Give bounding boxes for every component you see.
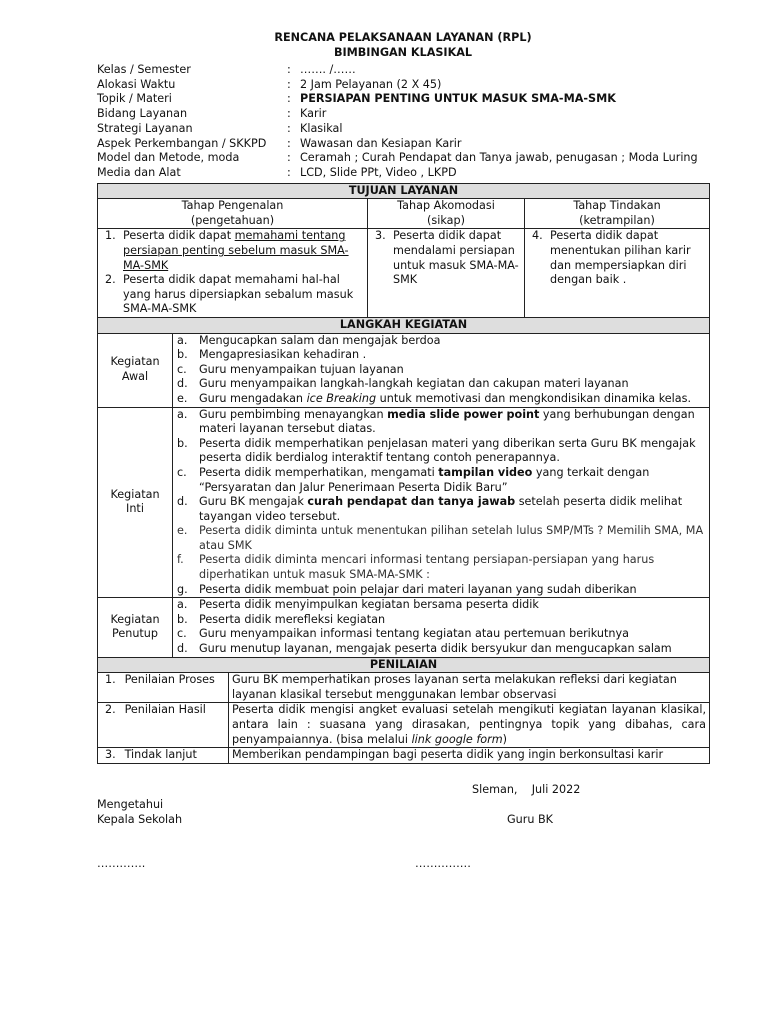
step-text: Guru menyampaikan langkah-langkah kegiatan dan cakupan materi layanan bbox=[199, 377, 629, 391]
value-text: ) bbox=[502, 732, 508, 746]
step-text: untuk memotivasi dan mengkondisikan dinamika kelas. bbox=[376, 391, 692, 405]
info-key: Bidang Layanan bbox=[97, 107, 188, 121]
step-item bbox=[173, 524, 709, 553]
document-title bbox=[97, 30, 709, 60]
step-item bbox=[173, 613, 709, 628]
penilaian-row-2-value bbox=[229, 703, 710, 748]
item-number: 4. bbox=[532, 229, 543, 243]
list-item bbox=[101, 229, 364, 273]
title-line-2: BIMBINGAN KLASIKAL bbox=[333, 46, 473, 59]
signature-left-dots: …………. bbox=[97, 857, 146, 870]
step-letter: c. bbox=[177, 362, 187, 376]
tujuan-header: TUJUAN LAYANAN bbox=[98, 183, 710, 199]
step-text: Guru pembimbing menayangkan bbox=[199, 407, 388, 421]
col-title: Tahap Tindakan bbox=[573, 199, 661, 213]
step-text: Mengapresiasikan kehadiran . bbox=[199, 348, 367, 362]
tujuan-col-tindakan bbox=[525, 199, 710, 229]
signature-left-1: Mengetahui bbox=[97, 798, 164, 811]
info-row bbox=[97, 78, 709, 93]
rpl-document bbox=[97, 30, 709, 764]
info-value: Wawasan dan Kesiapan Karir bbox=[300, 136, 462, 150]
info-value: Karir bbox=[300, 107, 327, 121]
step-letter: d. bbox=[177, 377, 188, 391]
value-text: Peserta didik mengisi angket evaluasi setelah mengikuti kegiatan layanan klasikal, antara lain : suasana yang dirasakan, pentingnya topik yang dibahas, cara penyampaiannya. (bisa melalui bbox=[232, 703, 706, 746]
item-text: Peserta didik dapat bbox=[123, 229, 235, 243]
kegiatan-inti-steps bbox=[173, 407, 710, 598]
info-colon: : bbox=[287, 121, 291, 135]
row-number: 1. bbox=[105, 673, 116, 687]
info-row bbox=[97, 151, 709, 166]
signature-left-2: Kepala Sekolah bbox=[97, 813, 183, 826]
info-row bbox=[97, 107, 709, 122]
step-text: Peserta didik menyimpulkan kegiatan bersama peserta didik bbox=[199, 598, 539, 612]
step-text-bold: curah pendapat dan tanya jawab bbox=[307, 495, 516, 509]
step-letter: b. bbox=[177, 612, 188, 626]
step-text: Mengucapkan salam dan mengajak berdoa bbox=[199, 333, 441, 347]
step-letter: d. bbox=[177, 495, 188, 509]
info-key: Alokasi Waktu bbox=[97, 77, 176, 91]
step-letter: e. bbox=[177, 524, 188, 538]
info-value: ……. /…… bbox=[300, 63, 356, 76]
info-value: Klasikal bbox=[300, 121, 343, 135]
list-item bbox=[371, 229, 521, 287]
tujuan-pengenalan-items bbox=[98, 229, 368, 318]
step-letter: c. bbox=[177, 465, 187, 479]
info-table bbox=[97, 63, 709, 181]
col-subtitle: (pengetahuan) bbox=[190, 213, 275, 227]
step-letter: a. bbox=[177, 598, 188, 612]
item-text-underlined: memahami tentang persiapan penting sebelum masuk SMA-MA-SMK bbox=[123, 229, 349, 272]
step-letter: b. bbox=[177, 436, 188, 450]
main-table bbox=[97, 183, 710, 764]
item-number: 2. bbox=[105, 273, 116, 287]
info-colon: : bbox=[287, 136, 291, 150]
step-text: yang terkait dengan “Persyaratan dan Jalur Penerimaan Peserta Didik Baru” bbox=[199, 465, 650, 494]
kegiatan-penutup-steps bbox=[173, 598, 710, 657]
info-colon: : bbox=[287, 77, 291, 91]
step-text: Guru menyampaikan tujuan layanan bbox=[199, 362, 404, 376]
step-item bbox=[173, 583, 709, 598]
info-value: PERSIAPAN PENTING UNTUK MASUK SMA-MA-SMK bbox=[300, 92, 616, 106]
info-colon: : bbox=[287, 151, 291, 165]
step-item bbox=[173, 408, 709, 437]
penilaian-row-1-label bbox=[98, 673, 229, 703]
penilaian-header: PENILAIAN bbox=[98, 657, 710, 673]
info-value: 2 Jam Pelayanan (2 X 45) bbox=[300, 77, 442, 91]
step-item bbox=[173, 363, 709, 378]
kegiatan-penutup-label: Kegiatan Penutup bbox=[98, 598, 173, 657]
info-key: Strategi Layanan bbox=[97, 121, 193, 135]
step-letter: c. bbox=[177, 627, 187, 641]
title-line-1: RENCANA PELAKSANAAN LAYANAN (RPL) bbox=[274, 31, 532, 44]
place-date: Sleman, Juli 2022 bbox=[472, 783, 581, 796]
info-colon: : bbox=[287, 107, 291, 121]
step-item bbox=[173, 377, 709, 392]
signature-right-1: Guru BK bbox=[507, 813, 554, 826]
step-item bbox=[173, 437, 709, 466]
signature-right-dots: …………… bbox=[415, 857, 471, 870]
info-key: Topik / Materi bbox=[97, 92, 172, 106]
list-item bbox=[528, 229, 706, 287]
info-colon: : bbox=[287, 165, 291, 179]
step-text: yang berhubungan dengan materi layanan tersebut diatas. bbox=[199, 407, 695, 436]
step-item bbox=[173, 627, 709, 642]
step-item bbox=[173, 495, 709, 524]
step-text: Peserta didik diminta untuk menentukan pilihan setelah lulus SMP/MTs ? Memilih SMA, MA atau SMK bbox=[199, 524, 704, 552]
step-item bbox=[173, 553, 709, 582]
info-key: Media dan Alat bbox=[97, 165, 181, 179]
kegiatan-awal-steps bbox=[173, 333, 710, 407]
info-colon: : bbox=[287, 63, 291, 76]
step-text: Guru BK mengajak bbox=[199, 495, 308, 509]
tujuan-col-pengenalan bbox=[98, 199, 368, 229]
step-text: Peserta didik memperhatikan, mengamati bbox=[199, 465, 439, 479]
info-row bbox=[97, 92, 709, 107]
step-item bbox=[173, 348, 709, 363]
tujuan-akomodasi-items bbox=[368, 229, 525, 318]
row-label: Tindak lanjut bbox=[124, 748, 197, 762]
info-value: LCD, Slide PPt, Video , LKPD bbox=[300, 165, 457, 179]
item-text: Peserta didik dapat mendalami persiapan untuk masuk SMA-MA-SMK bbox=[393, 229, 519, 287]
info-value: Ceramah ; Curah Pendapat dan Tanya jawab, penugasan ; Moda Luring bbox=[300, 151, 698, 165]
step-text: Peserta didik diminta mencari informasi tentang persiapan-persiapan yang harus diperhatikan untuk masuk SMA-MA-SMK : bbox=[199, 553, 655, 582]
tujuan-tindakan-items bbox=[525, 229, 710, 318]
row-number: 3. bbox=[105, 748, 116, 762]
step-letter: e. bbox=[177, 391, 188, 405]
item-number: 1. bbox=[105, 229, 116, 243]
step-letter: d. bbox=[177, 642, 188, 656]
step-letter: a. bbox=[177, 333, 188, 347]
step-text: Peserta didik memperhatikan penjelasan materi yang diberikan serta Guru BK mengajak peserta didik berdialog interaktif tentang contoh penerapannya. bbox=[199, 436, 696, 465]
item-text: Peserta didik dapat menentukan pilihan karir dan mempersiapkan diri dengan baik . bbox=[550, 229, 691, 287]
step-text-italic: ice Breaking bbox=[306, 391, 377, 405]
step-letter: b. bbox=[177, 348, 188, 362]
penilaian-row-3-value: Memberikan pendampingan bagi peserta didik yang ingin berkonsultasi karir bbox=[229, 748, 710, 764]
step-letter: g. bbox=[177, 582, 188, 596]
step-text: Guru mengadakan bbox=[199, 391, 307, 405]
langkah-header: LANGKAH KEGIATAN bbox=[98, 317, 710, 333]
row-label: Penilaian Hasil bbox=[124, 703, 206, 717]
tujuan-col-akomodasi bbox=[368, 199, 525, 229]
penilaian-row-1-value: Guru BK memperhatikan proses layanan serta melakukan refleksi dari kegiatan layanan klasikal tersebut menggunakan lembar observasi bbox=[229, 673, 710, 703]
kegiatan-inti-label: Kegiatan Inti bbox=[98, 407, 173, 598]
step-text: Peserta didik merefleksi kegiatan bbox=[199, 612, 386, 626]
step-item bbox=[173, 334, 709, 349]
info-row bbox=[97, 166, 709, 181]
item-number: 3. bbox=[375, 229, 386, 243]
value-text-italic: link google form bbox=[411, 732, 503, 746]
kegiatan-awal-label: Kegiatan Awal bbox=[98, 333, 173, 407]
penilaian-row-2-label bbox=[98, 703, 229, 748]
step-text-bold: media slide power point bbox=[387, 407, 540, 421]
col-title: Tahap Akomodasi bbox=[397, 199, 495, 213]
step-item bbox=[173, 392, 709, 407]
list-item bbox=[101, 273, 364, 317]
step-item bbox=[173, 466, 709, 495]
col-title: Tahap Pengenalan bbox=[181, 199, 284, 213]
info-key: Model dan Metode, moda bbox=[97, 151, 240, 165]
step-text: Guru menutup layanan, mengajak peserta didik bersyukur dan mengucapkan salam bbox=[199, 642, 672, 656]
info-row bbox=[97, 137, 709, 152]
row-label: Penilaian Proses bbox=[124, 673, 215, 687]
row-number: 2. bbox=[105, 703, 116, 717]
item-text: Peserta didik dapat memahami hal-hal yang harus dipersiapkan sebalum masuk SMA-MA-SMK bbox=[123, 273, 354, 316]
step-text: Peserta didik membuat poin pelajar dari materi layanan yang sudah diberikan bbox=[199, 582, 637, 596]
step-item bbox=[173, 642, 709, 657]
info-key: Aspek Perkembangan / SKKPD bbox=[97, 136, 267, 150]
info-row bbox=[97, 63, 709, 78]
step-item bbox=[173, 598, 709, 613]
step-letter: f. bbox=[177, 553, 184, 567]
info-row bbox=[97, 122, 709, 137]
col-subtitle: (sikap) bbox=[427, 213, 465, 227]
step-text: Guru menyampaikan informasi tentang kegiatan atau pertemuan berikutnya bbox=[199, 627, 629, 641]
info-colon: : bbox=[287, 92, 291, 106]
col-subtitle: (ketrampilan) bbox=[579, 213, 655, 227]
step-text-bold: tampilan video bbox=[438, 465, 533, 479]
penilaian-row-3-label bbox=[98, 748, 229, 764]
step-text: setelah peserta didik melihat tayangan video tersebut. bbox=[199, 495, 683, 523]
step-letter: a. bbox=[177, 407, 188, 421]
info-key: Kelas / Semester bbox=[97, 63, 191, 76]
